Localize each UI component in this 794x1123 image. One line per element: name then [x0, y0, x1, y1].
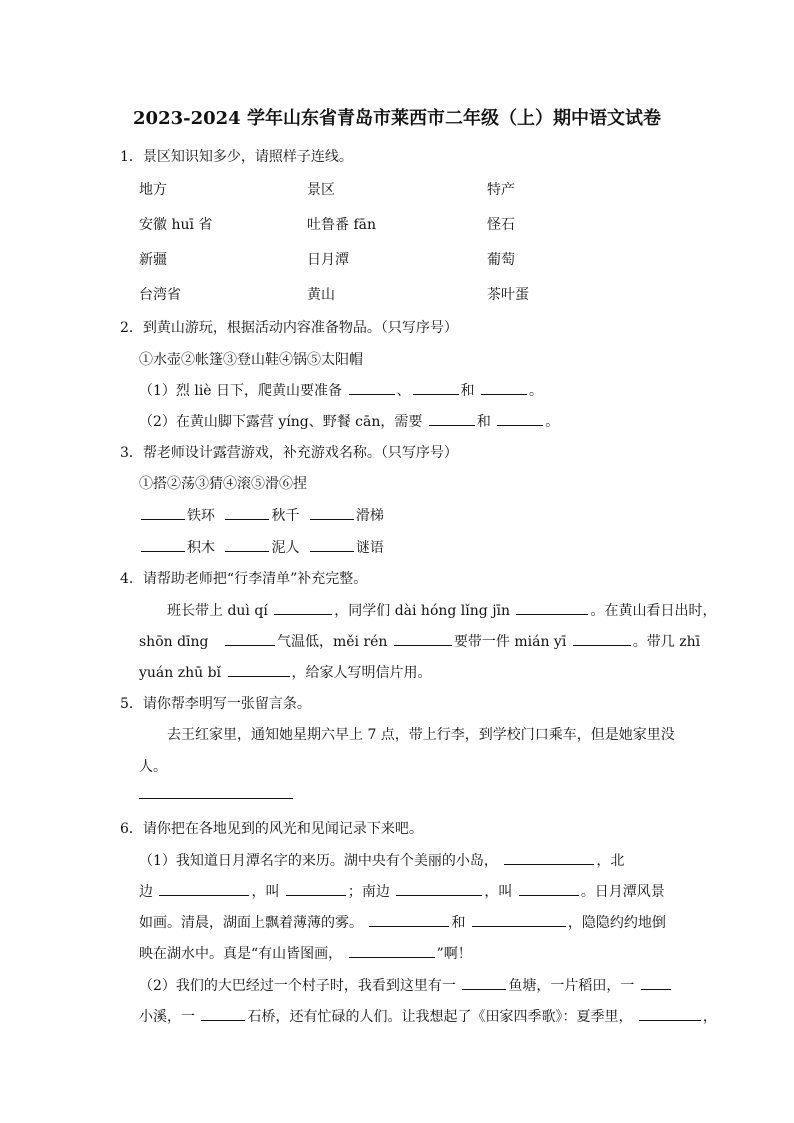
answer-blank[interactable]: [472, 912, 566, 927]
table-cell: 茶叶蛋: [487, 287, 529, 303]
question-6-part-2-line-2: 小溪，一 石桥，还有忙碌的人们。让我想起了《田家四季歌》：夏季里， ，: [139, 1006, 717, 1026]
table-cell: 吐鲁番 fān: [307, 217, 376, 233]
answer-blank[interactable]: [573, 631, 631, 646]
question-3-options: ①搭②荡③猜④滚⑤滑⑥捏: [139, 476, 307, 492]
answer-blank[interactable]: [274, 600, 332, 615]
answer-blank[interactable]: [159, 881, 249, 896]
answer-blank[interactable]: [349, 380, 395, 395]
table-cell: 黄山: [307, 287, 335, 303]
answer-blank[interactable]: [497, 411, 543, 426]
question-3-stem: 3．帮老师设计露营游戏，补充游戏名称。（只写序号）: [120, 445, 458, 461]
question-5-stem: 5．请你帮李明写一张留言条。: [120, 696, 311, 712]
question-1-stem: 1．景区知识知多少，请照样子连线。: [120, 149, 353, 165]
answer-blank[interactable]: [504, 850, 594, 865]
table-cell: 葡萄: [487, 252, 515, 268]
question-6-part-1-line-2: 边 ，叫 ；南边 ，叫 。日月潭风景: [139, 881, 665, 901]
question-4-stem: 4．请帮助老师把“行李清单”补充完整。: [120, 571, 368, 587]
answer-blank[interactable]: [519, 881, 579, 896]
question-6-part-2-line-1: （2）我们的大巴经过一个村子时，我看到这里有一 鱼塘，一片稻田，一: [139, 975, 673, 995]
question-2-options: ①水壶②帐篷③登山鞋④锅⑤太阳帽: [139, 352, 363, 368]
answer-blank[interactable]: [516, 600, 588, 615]
table-header-scenic: 景区: [307, 182, 335, 198]
answer-blank[interactable]: [349, 943, 435, 958]
answer-blank[interactable]: [225, 537, 269, 552]
answer-blank[interactable]: [141, 537, 185, 552]
answer-blank[interactable]: [429, 411, 475, 426]
question-6-part-1-line-1: （1）我知道日月潭名字的来历。湖中央有个美丽的小岛， ，北: [139, 850, 624, 870]
answer-blank[interactable]: [413, 380, 459, 395]
answer-blank[interactable]: [286, 881, 346, 896]
answer-blank[interactable]: [369, 912, 449, 927]
question-6-part-1-line-4: 映在湖水中。真是“有山皆图画， ”啊！: [139, 943, 472, 963]
question-2-item-1: （1）烈 liè 日下，爬黄山要准备 、 和 。: [139, 380, 543, 400]
answer-line[interactable]: [139, 798, 293, 799]
question-5-paragraph-end: 人。: [139, 759, 167, 775]
answer-blank[interactable]: [228, 662, 290, 677]
table-header-specialty: 特产: [487, 182, 515, 198]
table-cell: 安徽 huī 省: [139, 217, 213, 233]
question-4-line-2: shōn dīng 气温低，měi rén 要带一件 mián yī 。带几 zhī: [139, 631, 700, 651]
question-5-paragraph: 去王红家里，通知她星期六早上 7 点，带上行李，到学校门口乘车，但是她家里没: [167, 727, 675, 743]
table-cell: 日月潭: [307, 252, 349, 268]
answer-blank[interactable]: [394, 631, 452, 646]
answer-blank[interactable]: [201, 1006, 245, 1021]
question-3-row-2: 积木 泥人 谜语: [139, 537, 384, 557]
question-4-line-3: yuán zhū bǐ ，给家人写明信片用。: [139, 662, 432, 682]
answer-blank[interactable]: [310, 505, 354, 520]
answer-blank[interactable]: [225, 505, 269, 520]
question-4-line-1: 班长带上 duì qí ，同学们 dài hóng lǐng jīn 。在黄山看日出时，: [167, 600, 716, 620]
answer-blank[interactable]: [481, 380, 527, 395]
answer-blank[interactable]: [310, 537, 354, 552]
question-2-item-2: （2）在黄山脚下露营 yíng、野餐 cān，需要 和 。: [139, 411, 559, 431]
question-3-row-1: 铁环 秋千 滑梯: [139, 505, 384, 525]
answer-blank[interactable]: [462, 975, 506, 990]
table-cell: 台湾省: [139, 287, 181, 303]
question-6-part-1-line-3: 如画。清晨，湖面上飘着薄薄的雾。 和 ，隐隐约约地倒: [139, 912, 666, 932]
page-title: 2023-2024 学年山东省青岛市莱西市二年级（上）期中语文试卷: [133, 108, 661, 129]
question-6-stem: 6．请你把在各地见到的风光和见闻记录下来吧。: [120, 821, 423, 837]
table-cell: 怪石: [487, 217, 515, 233]
answer-blank[interactable]: [641, 975, 671, 990]
answer-blank[interactable]: [639, 1006, 701, 1021]
table-header-place: 地方: [139, 182, 167, 198]
answer-blank[interactable]: [225, 631, 275, 646]
table-cell: 新疆: [139, 252, 167, 268]
question-2-stem: 2．到黄山游玩，根据活动内容准备物品。（只写序号）: [120, 320, 458, 336]
answer-blank[interactable]: [396, 881, 482, 896]
answer-blank[interactable]: [141, 505, 185, 520]
